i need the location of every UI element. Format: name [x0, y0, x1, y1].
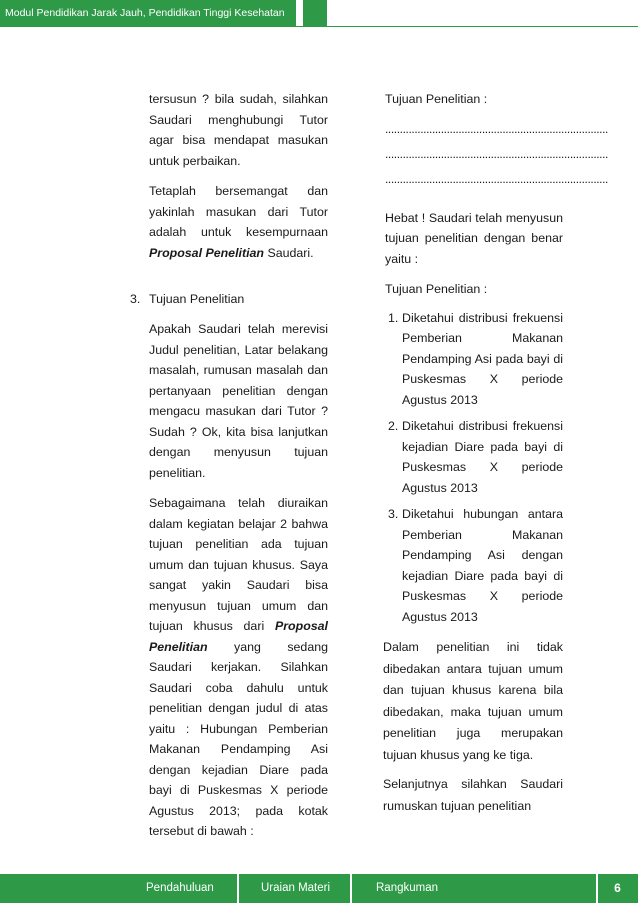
left-paragraph-4-text: Sebagaimana telah diuraikan dalam kegiatan belajar 2 bahwa tujuan penelitian ada tujuan umum dan tujuan khusus. Saya sangat yakin Saudari bisa menyusun tujuan umum dan tujuan khusus dari — [149, 496, 328, 633]
left-paragraph-4 — [149, 493, 328, 842]
objectives-list — [385, 308, 563, 628]
list-item-number: 2. — [388, 419, 399, 433]
section-3-title: Tujuan Penelitian — [149, 292, 245, 306]
list-item-text: Diketahui distribusi frekuensi Pemberian Makanan Pendamping Asi pada bayi di Puskesmas X periode Agustus 2013 — [402, 310, 563, 407]
box-label: Tujuan Penelitian : — [385, 92, 488, 106]
answer-dotted-line-1: ............................................................................ — [385, 121, 608, 136]
nav-pendahuluan[interactable]: Pendahuluan — [146, 882, 214, 894]
header-title: Modul Pendidikan Jarak Jauh, Pendidikan Tinggi Kesehatan — [5, 7, 285, 19]
left-paragraph-3: Apakah Saudari telah merevisi Judul penelitian, Latar belakang masalah, rumusan masalah dan pertanyaan penelitian dengan mengacu masukan dari Tutor ? Sudah ? Ok, kita bisa lanjutkan dengan menyusun tujuan penelitian. — [149, 322, 328, 480]
list-item — [385, 416, 563, 498]
left-paragraph-2 — [149, 181, 328, 263]
left-paragraph-2-end: Saudari. — [264, 245, 314, 260]
footer-divider — [237, 874, 239, 903]
list-item-number: 1. — [388, 310, 399, 325]
page-number: 6 — [614, 881, 621, 895]
nav-uraian-materi[interactable]: Uraian Materi — [261, 882, 331, 894]
footer-nav-bar — [0, 874, 638, 903]
answer-dotted-line-3: ............................................................................ — [385, 171, 608, 186]
list-item — [385, 308, 563, 411]
proposal-emphasis-2: Proposal Penelitian — [149, 619, 328, 654]
left-paragraph-4-end: yang sedang Saudari kerjakan. Silahkan Saudari coba dahulu untuk penelitian dengan judul di atas yaitu : Hubungan Pemberian Makanan Pendamping Asi dengan kejadian Diare pada bayi di Puskesmas X periode Agustus 2013; pada kotak tersebut di bawah : — [149, 639, 328, 838]
footer-divider — [350, 874, 352, 903]
right-paragraph-2: Dalam penelitian ini tidak dibedakan antara tujuan umum dan tujuan khusus karena bila dibedakan, maka tujuan umum penelitian juga merupakan tujuan khusus yang ke tiga. — [383, 640, 563, 762]
list-item-number: 3. — [388, 507, 399, 521]
list-item — [385, 504, 563, 627]
right-paragraph-1: Hebat ! Saudari telah menyusun tujuan penelitian dengan benar yaitu : — [385, 210, 563, 266]
left-paragraph-1: tersusun ? bila sudah, silahkan Saudari menghubungi Tutor agar bisa mendapat masukan untuk perbaikan. — [149, 92, 328, 168]
list-item-text: Diketahui distribusi frekuensi kejadian Diare pada bayi di Puskesmas X periode Agustus 2013 — [402, 419, 563, 495]
section-3-number: 3. — [130, 292, 141, 306]
right-column-lower — [383, 637, 563, 817]
right-paragraph-3: Selanjutnya silahkan Saudari rumuskan tujuan penelitian — [383, 777, 563, 813]
right-column — [385, 89, 608, 627]
left-column — [149, 89, 328, 263]
proposal-emphasis: Proposal Penelitian — [149, 245, 264, 260]
nav-rangkuman[interactable]: Rangkuman — [376, 882, 439, 894]
header-accent-box — [303, 0, 327, 26]
left-paragraph-2-text: Tetaplah bersemangat dan yakinlah masukan dari Tutor adalah untuk kesempurnaan — [149, 184, 328, 239]
answer-dotted-line-2: ............................................................................ — [385, 146, 608, 161]
section-3-heading — [130, 289, 244, 310]
header-rule — [0, 26, 638, 27]
list-label: Tujuan Penelitian : — [385, 282, 488, 296]
list-item-text: Diketahui hubungan antara Pemberian Makanan Pendamping Asi dengan kejadian Diare pada bayi di Puskesmas X periode Agustus 2013 — [402, 507, 563, 624]
left-column-lower — [149, 319, 328, 842]
header-title-bar — [0, 0, 296, 26]
